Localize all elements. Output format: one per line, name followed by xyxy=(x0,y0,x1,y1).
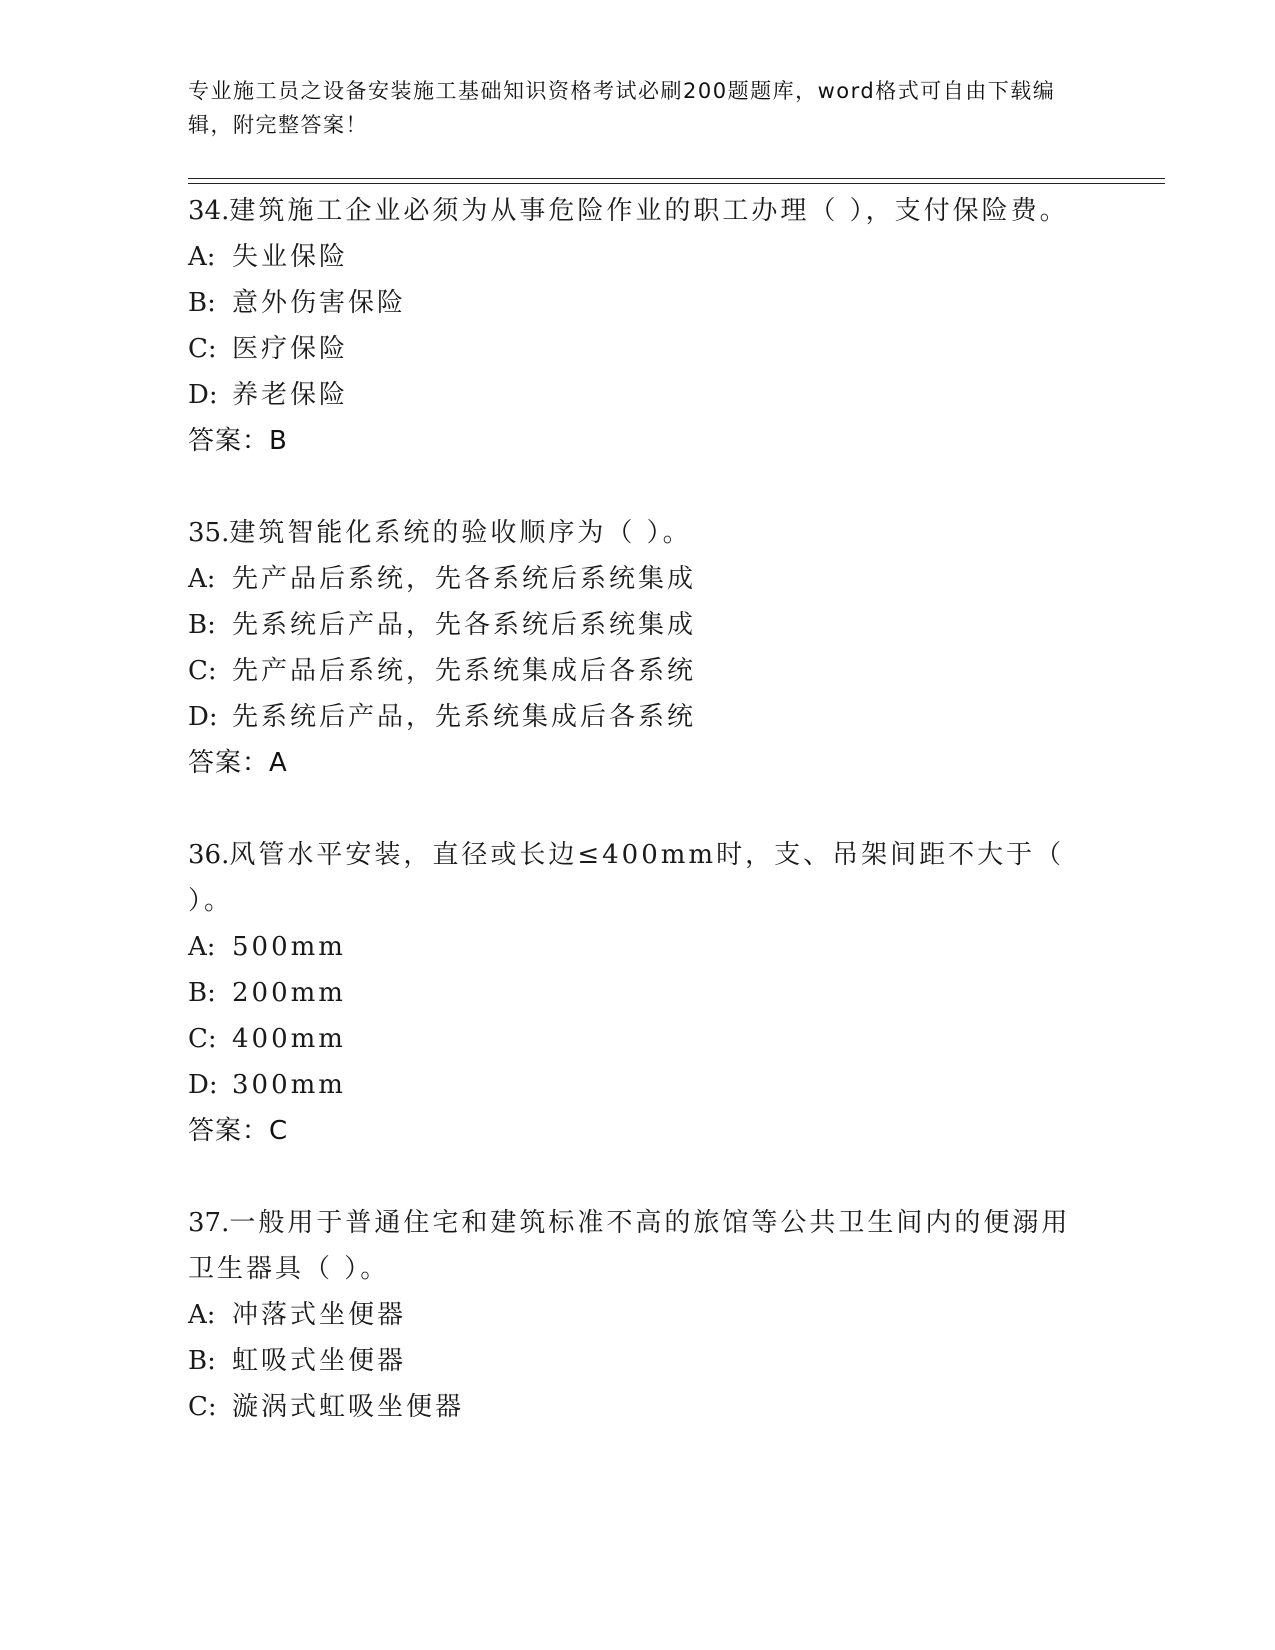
header-divider-top xyxy=(188,178,1165,179)
option-key: B: xyxy=(188,610,216,640)
header-divider-bottom xyxy=(188,183,1165,184)
option-key: D: xyxy=(188,380,218,410)
question-stem xyxy=(188,510,1088,556)
question-stem xyxy=(188,188,1088,234)
option-a xyxy=(188,924,1088,970)
option-key: B: xyxy=(188,1346,216,1376)
option-text: 意外伤害保险 xyxy=(232,288,407,318)
option-key: C: xyxy=(188,1024,217,1054)
option-key: A: xyxy=(188,1300,216,1330)
question-number: 37. xyxy=(188,1208,230,1238)
question-text: 建筑施工企业必须为从事危险作业的职工办理（ ），支付保险费。 xyxy=(229,196,1069,226)
question-number: 34. xyxy=(188,196,230,226)
question-36 xyxy=(188,832,1088,1154)
option-d xyxy=(188,1062,1088,1108)
option-d xyxy=(188,372,1088,418)
option-text: 200mm xyxy=(232,978,346,1008)
option-text: 漩涡式虹吸坐便器 xyxy=(232,1392,465,1422)
option-b xyxy=(188,1338,1088,1384)
option-text: 400mm xyxy=(232,1024,346,1054)
option-c xyxy=(188,1384,1088,1430)
option-text: 先产品后系统，先各系统后系统集成 xyxy=(232,564,697,594)
question-stem xyxy=(188,1200,1088,1292)
option-key: C: xyxy=(188,334,217,364)
question-text: 一般用于普通住宅和建筑标准不高的旅馆等公共卫生间内的便溺用卫生器具（ ）。 xyxy=(188,1208,1071,1284)
option-a xyxy=(188,234,1088,280)
option-text: 300mm xyxy=(232,1070,346,1100)
option-text: 失业保险 xyxy=(232,242,349,272)
option-key: B: xyxy=(188,288,216,318)
question-text: 建筑智能化系统的验收顺序为（ ）。 xyxy=(229,518,692,548)
option-d xyxy=(188,694,1088,740)
option-text: 先系统后产品，先系统集成后各系统 xyxy=(232,702,697,732)
option-text: 先系统后产品，先各系统后系统集成 xyxy=(232,610,697,640)
option-text: 先产品后系统，先系统集成后各系统 xyxy=(232,656,697,686)
option-a xyxy=(188,556,1088,602)
option-key: B: xyxy=(188,978,216,1008)
question-list xyxy=(188,188,1088,1476)
option-b xyxy=(188,280,1088,326)
question-37 xyxy=(188,1200,1088,1430)
answer-line: 答案：B xyxy=(188,426,288,456)
option-text: 500mm xyxy=(232,932,346,962)
option-key: D: xyxy=(188,1070,218,1100)
question-number: 35. xyxy=(188,518,230,548)
option-c xyxy=(188,326,1088,372)
question-number: 36. xyxy=(188,840,230,870)
option-key: A: xyxy=(188,932,216,962)
option-key: D: xyxy=(188,702,218,732)
option-key: A: xyxy=(188,242,216,272)
question-stem xyxy=(188,832,1088,924)
option-text: 冲落式坐便器 xyxy=(232,1300,407,1330)
option-a xyxy=(188,1292,1088,1338)
option-text: 医疗保险 xyxy=(232,334,349,364)
answer-line: 答案：C xyxy=(188,1116,289,1146)
option-c xyxy=(188,1016,1088,1062)
question-text: 风管水平安装，直径或长边≤400mm时，支、吊架间距不大于（ ）。 xyxy=(188,840,1065,916)
option-text: 养老保险 xyxy=(232,380,349,410)
option-b xyxy=(188,602,1088,648)
option-text: 虹吸式坐便器 xyxy=(232,1346,407,1376)
question-35 xyxy=(188,510,1088,786)
option-b xyxy=(188,970,1088,1016)
option-c xyxy=(188,648,1088,694)
option-key: C: xyxy=(188,656,217,686)
question-34 xyxy=(188,188,1088,464)
answer-line: 答案：A xyxy=(188,748,288,778)
option-key: A: xyxy=(188,564,216,594)
option-key: C: xyxy=(188,1392,217,1422)
document-header: 专业施工员之设备安装施工基础知识资格考试必刷200题题库，word格式可自由下载编辑，附完整答案！ xyxy=(188,79,1056,137)
